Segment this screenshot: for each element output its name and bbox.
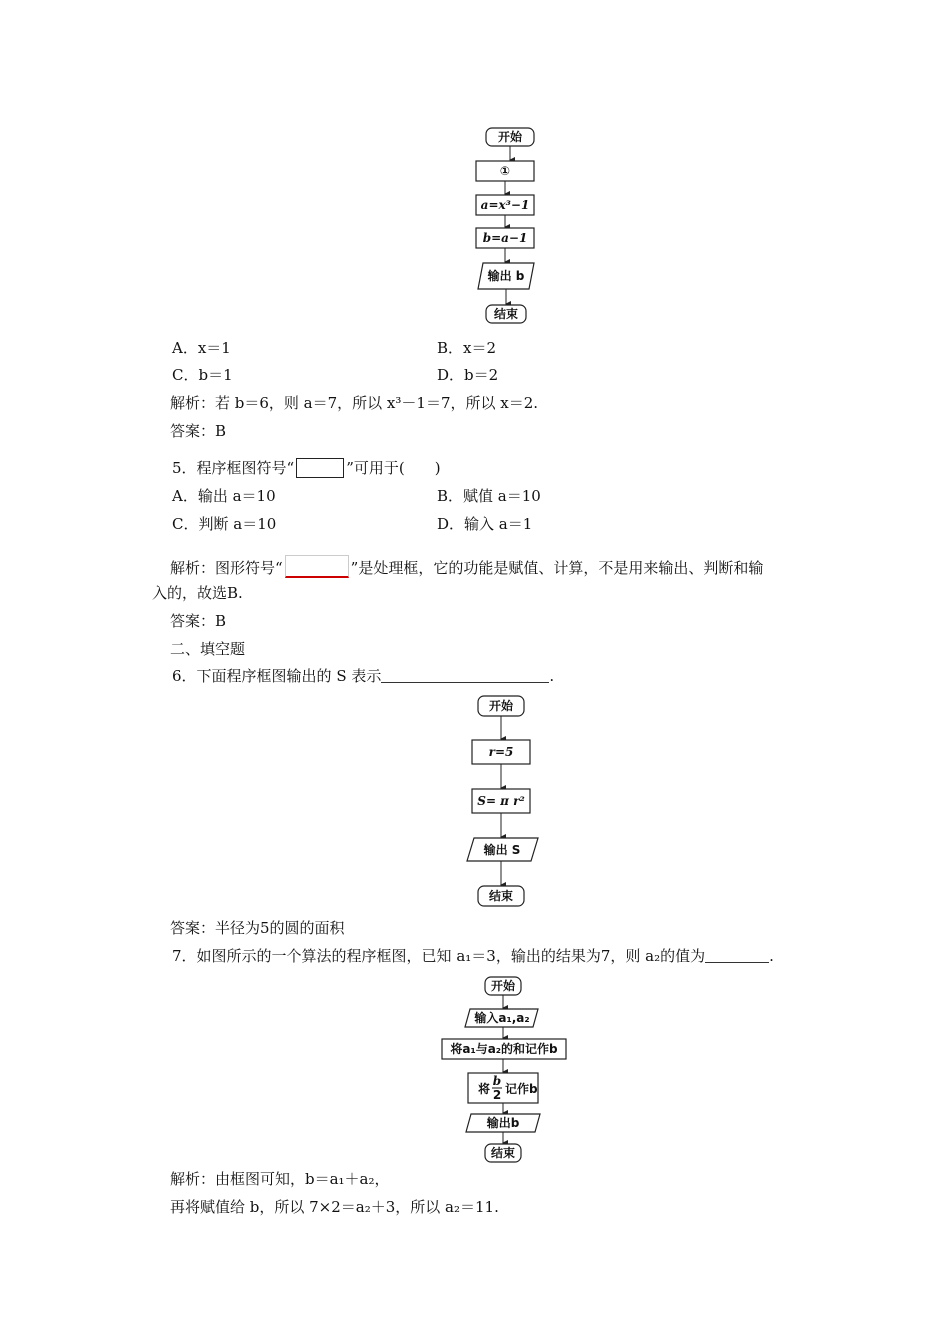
q5-analysis-pre: 解析：图形符号“ — [170, 559, 283, 577]
flow2-step1-text: r=5 — [488, 745, 514, 759]
q6-stem — [172, 666, 554, 686]
flowchart-2 — [462, 694, 552, 914]
flow2-step2-text: S= π r² — [477, 794, 525, 808]
q5-analysis-line2: 入的，故选B. — [152, 584, 243, 602]
q5-stem — [172, 458, 441, 478]
flow3-end-text: 结束 — [490, 1146, 516, 1160]
q5-analysis — [170, 555, 763, 578]
q7-stem-text: 7．如图所示的一个算法的程序框图，已知 a₁＝3，输出的结果为7，则 a₂的值为 — [172, 947, 706, 965]
flow3-step1-text: 将a₁与a₂的和记作b — [450, 1042, 558, 1056]
process-box-symbol-red — [285, 555, 349, 578]
flow3-step2-post: 记作b — [505, 1082, 538, 1096]
q6-stem-text: 6．下面程序框图输出的 S 表示 — [172, 667, 382, 685]
q4-analysis: 解析：若 b＝6，则 a＝7，所以 x³－1＝7，所以 x＝2. — [170, 394, 539, 412]
flowchart-2-svg — [462, 694, 552, 914]
q5-option-b: B．赋值 a＝10 — [437, 487, 541, 505]
q6-answer-blank — [381, 668, 549, 683]
flowchart-1-svg — [470, 126, 550, 326]
process-box-symbol — [296, 458, 344, 478]
flowchart-1 — [470, 126, 550, 326]
q5-stem-post: ”可用于( ) — [346, 459, 441, 477]
q7-answer-blank — [705, 948, 769, 963]
flow3-start-text: 开始 — [490, 979, 516, 993]
q4-option-c: C．b＝1 — [172, 366, 233, 384]
q4-option-b: B．x＝2 — [437, 339, 497, 357]
q5-option-c: C．判断 a＝10 — [172, 515, 277, 533]
q4-answer: 答案：B — [170, 422, 227, 440]
flow1-start-text: 开始 — [497, 130, 523, 144]
q5-option-d: D．输入 a＝1 — [437, 515, 533, 533]
flow2-end-text: 结束 — [488, 889, 514, 903]
flow1-end-text: 结束 — [493, 307, 519, 321]
q7-analysis-2: 再将赋值给 b，所以 7×2＝a₂＋3，所以 a₂＝11. — [170, 1198, 499, 1216]
q5-answer: 答案：B — [170, 612, 227, 630]
q6-answer: 答案：半径为5的圆的面积 — [170, 919, 345, 937]
q4-option-a: A．x＝1 — [172, 339, 231, 357]
q6-stem-end: . — [549, 667, 555, 685]
section-heading: 二、填空题 — [170, 640, 246, 658]
flow3-input-text: 输入a₁,a₂ — [474, 1011, 530, 1025]
flow3-frac-num: b — [492, 1074, 502, 1088]
q7-stem-end: . — [769, 947, 774, 965]
flow1-step2-text: a=x³−1 — [480, 198, 530, 212]
q5-option-a: A．输出 a＝10 — [172, 487, 276, 505]
q7-stem — [172, 946, 774, 966]
flow1-step3-text: b=a−1 — [482, 231, 528, 245]
flow1-step1-text: ① — [499, 164, 511, 178]
q4-option-d: D．b＝2 — [437, 366, 499, 384]
flow3-output-text: 输出b — [486, 1116, 520, 1130]
q5-stem-pre: 5．程序框图符号“ — [172, 459, 295, 477]
flow2-output-text: 输出 S — [483, 843, 521, 857]
flow3-step2-pre: 将 — [478, 1082, 491, 1096]
q5-analysis-post: ”是处理框，它的功能是赋值、计算，不是用来输出、判断和输 — [350, 559, 764, 577]
flow2-start-text: 开始 — [488, 699, 514, 713]
q7-analysis-1: 解析：由框图可知，b＝a₁＋a₂， — [170, 1170, 390, 1188]
flowchart-3 — [440, 975, 580, 1165]
flow3-frac-den: 2 — [492, 1088, 502, 1102]
flow1-output-text: 输出 b — [487, 269, 525, 283]
flowchart-3-svg — [440, 975, 580, 1165]
